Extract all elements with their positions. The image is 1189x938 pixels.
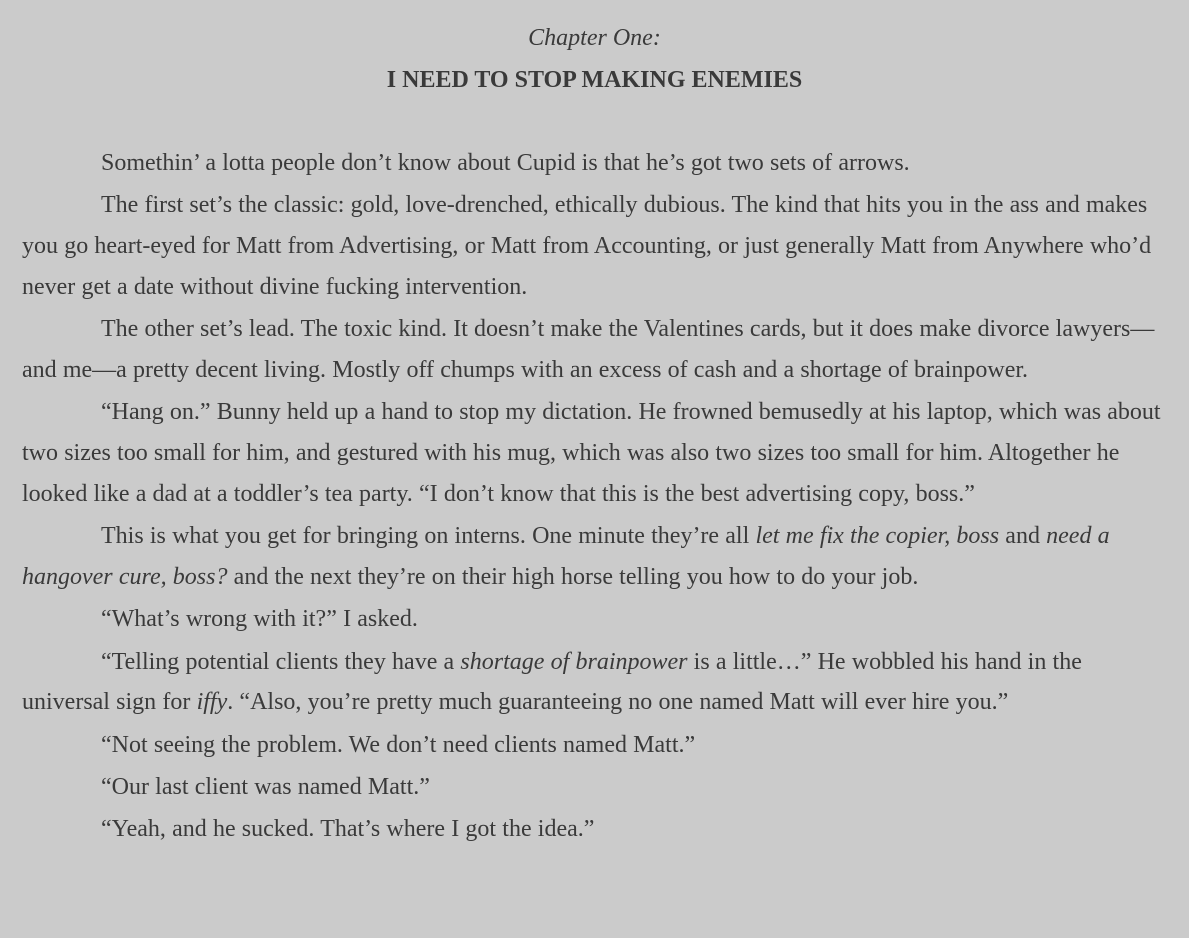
text-run: “Telling potential clients they have a xyxy=(101,648,461,675)
text-run: This is what you get for bringing on interns. One minute they’re all xyxy=(101,523,756,550)
italic-text: need a hangover cure, boss? xyxy=(22,523,1110,590)
text-run: “Hang on.” Bunny held up a hand to stop my dictation. He frowned bemusedly at his laptop, which was about two sizes too small for him, and gestured with his mug, which was also two sizes too small for him. Altogether he looked like a dad at a toddler’s tea party. “I don’t know that this is the best advertising copy, boss.” xyxy=(22,399,1161,507)
chapter-title: I NEED TO STOP MAKING ENEMIES xyxy=(386,67,803,93)
paragraph xyxy=(22,185,1167,307)
text-run: and the next they’re on their high horse telling you how to do your job. xyxy=(227,563,919,590)
paragraph xyxy=(22,767,1167,808)
italic-text: iffy xyxy=(196,689,228,716)
text-run: “What’s wrong with it?” I asked. xyxy=(101,606,418,633)
text-run: and xyxy=(999,523,1047,550)
paragraph xyxy=(22,599,1167,640)
text-run: Somethin’ a lotta people don’t know about Cupid is that he’s got two sets of arrows. xyxy=(101,150,910,176)
paragraph xyxy=(22,392,1167,514)
paragraph xyxy=(22,516,1167,598)
italic-text: let me fix the copier, boss xyxy=(755,523,1000,550)
text-run: “Yeah, and he sucked. That’s where I got the idea.” xyxy=(101,816,595,843)
chapter-body xyxy=(22,143,1167,850)
text-run: “Not seeing the problem. We don’t need clients named Matt.” xyxy=(101,731,696,758)
paragraph xyxy=(22,809,1167,850)
paragraph xyxy=(22,725,1167,766)
text-run: . “Also, you’re pretty much guaranteeing no one named Matt will ever hire you.” xyxy=(227,689,1009,716)
text-run: The other set’s lead. The toxic kind. It doesn’t make the Valentines cards, but it does make divorce lawyers—and me—a pretty decent living. Mostly off chumps with an excess of cash and a shortage of brainpower. xyxy=(22,316,1155,383)
text-run: is a little…” He wobbled his hand in the universal sign for xyxy=(22,648,1082,716)
text-run: The first set’s the classic: gold, love-drenched, ethically dubious. The kind that hits you in the ass and makes you go heart-eyed for Matt from Advertising, or Matt from Accounting, or just generally Matt from Anywhere who’d never get a date without divine fucking intervention. xyxy=(22,192,1152,300)
italic-text: shortage of brainpower xyxy=(460,648,688,675)
paragraph xyxy=(22,143,1167,184)
chapter-label: Chapter One: xyxy=(528,25,661,51)
text-run: “Our last client was named Matt.” xyxy=(101,773,430,800)
paragraph xyxy=(22,642,1167,724)
paragraph xyxy=(22,309,1167,391)
